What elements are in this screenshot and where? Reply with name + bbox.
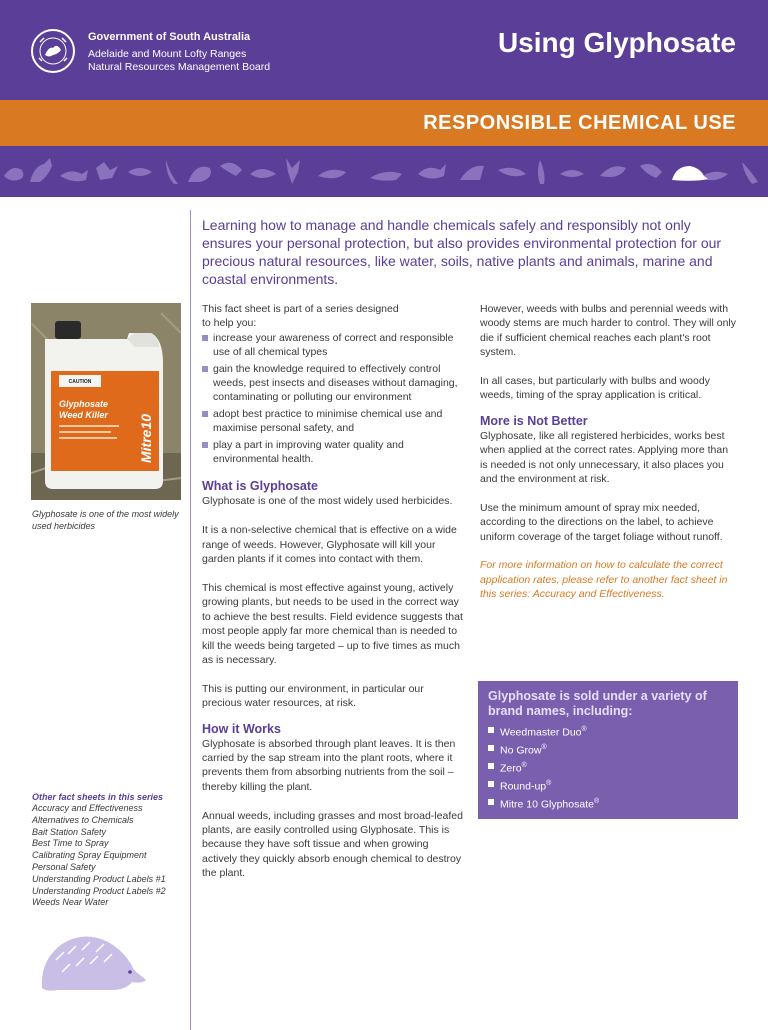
list-item: Calibrating Spray Equipment xyxy=(32,850,147,861)
bottle-label-line2: Weed Killer xyxy=(59,410,108,420)
board-name-line1: Adelaide and Mount Lofty Ranges xyxy=(88,48,247,60)
list-item: Weeds Near Water xyxy=(32,897,109,908)
timing-paragraph: In all cases, but particularly with bulbs and woody weeds, timing of the spray application is critical. xyxy=(480,375,710,402)
what-is-glyphosate-heading: What is Glyphosate xyxy=(202,479,318,494)
series-list-heading: Other fact sheets in this series xyxy=(32,792,164,802)
right-text-column xyxy=(480,302,738,602)
spacer xyxy=(202,509,464,523)
spacer xyxy=(202,468,464,478)
photo-caption: Glyphosate is one of the most widely used herbicides xyxy=(32,509,179,531)
spacer xyxy=(202,794,464,808)
bottle-brand-text: Mitre10 xyxy=(138,413,154,463)
what-paragraph-3: This chemical is most effective against young, actively growing plants, but needs to be used in the correct way to achieve the best results. Field evidence suggests that most people apply far more chemical than is needed to kill the weeds being targeted – up to five times as much as is necessary. xyxy=(202,581,463,666)
spacer xyxy=(480,360,738,374)
series-title: RESPONSIBLE CHEMICAL USE xyxy=(423,112,736,134)
registered-mark: ® xyxy=(581,726,587,733)
list-item: increase your awareness of correct and responsible use of all chemical types xyxy=(202,331,464,360)
registered-mark: ® xyxy=(593,798,600,805)
registered-mark: ® xyxy=(541,744,547,751)
spacer xyxy=(480,403,738,413)
brand-names-box xyxy=(478,681,738,819)
left-text-column xyxy=(202,302,464,881)
intro-paragraph: Learning how to manage and handle chemicals safely and responsibly not only ensures your personal protection, but also provides environmental protection for our precious natural resources, like water, soils, native plants and animals, marine and coastal environments. xyxy=(202,217,722,287)
what-paragraph-1: Glyphosate is one of the most widely used herbicides. xyxy=(202,495,453,508)
list-item: Bait Station Safety xyxy=(32,826,107,837)
list-item xyxy=(488,795,599,813)
list-item: Understanding Product Labels #2 xyxy=(32,885,166,896)
spacer xyxy=(202,566,464,580)
animal-band xyxy=(0,146,768,197)
echidna-icon xyxy=(38,930,150,994)
list-item: Accuracy and Effectiveness xyxy=(32,803,143,813)
how-it-works-heading: How it Works xyxy=(202,721,281,736)
list-item xyxy=(488,759,599,777)
glyphosate-bottle-photo xyxy=(31,303,181,500)
bottle-caution-text: CAUTION xyxy=(68,379,92,385)
list-item: adopt best practice to minimise chemical use and maximise personal safety, and xyxy=(202,407,464,436)
board-name xyxy=(88,48,270,73)
list-item: Alternatives to Chemicals xyxy=(32,814,134,825)
brand-name: Zero xyxy=(500,762,522,775)
spacer xyxy=(202,711,464,721)
list-item: Best Time to Spray xyxy=(32,838,109,849)
page-title: Using Glyphosate xyxy=(497,27,736,58)
list-item: gain the knowledge required to effectively control weeds, pest insects and diseases without damaging, contaminating or polluting our environment xyxy=(202,362,464,405)
list-item xyxy=(488,741,599,759)
list-item xyxy=(488,723,599,741)
brand-name: No Grow xyxy=(500,744,542,757)
purpose-bullet-list xyxy=(202,331,464,467)
registered-mark: ® xyxy=(546,780,552,787)
intro-line2: to help you: xyxy=(202,317,257,330)
list-item: Personal Safety xyxy=(32,861,96,872)
more-paragraph-2: Use the minimum amount of spray mix needed, according to the directions on the label, to achieve uniform coverage of the target foliage without runoff. xyxy=(480,501,723,543)
more-paragraph-1: Glyphosate, like all registered herbicides, works best when applied at the correct rates. Applying more than is needed is not only unnecessary, it also places you and the environment at risk. xyxy=(480,429,729,486)
org-name: Government of South Australia xyxy=(88,31,251,43)
registered-mark: ® xyxy=(521,762,527,769)
intro-line1: This fact sheet is part of a series designed xyxy=(202,303,399,315)
brand-box-heading: Glyphosate is sold under a variety of brand names, including: xyxy=(488,689,707,718)
fact-sheet-list xyxy=(32,803,166,909)
what-paragraph-4: This is putting our environment, in particular our precious water resources, at risk. xyxy=(202,682,424,710)
native-animals-pattern-icon xyxy=(0,146,768,197)
brand-name: Round-up xyxy=(500,780,547,793)
more-is-not-better-heading: More is Not Better xyxy=(480,413,588,428)
what-paragraph-2: It is a non-selective chemical that is effective on a wide range of weeds. However, Glyphosate will kill your garden plants if it comes into contact with them. xyxy=(202,524,457,566)
brand-name: Weedmaster Duo xyxy=(500,726,582,739)
board-name-line2: Natural Resources Management Board xyxy=(88,60,271,73)
more-info-note: For more information on how to calculate the correct application rates, please refer to another fact sheet in this series: Accuracy and Effectiveness. xyxy=(480,559,728,601)
brand-list xyxy=(488,723,599,813)
spacer xyxy=(202,667,464,681)
list-item: Understanding Product Labels #1 xyxy=(32,873,166,884)
bulbs-paragraph: However, weeds with bulbs and perennial weeds with woody stems are much harder to control. They will only die if sufficient chemical reaches each plant's root system. xyxy=(480,303,736,359)
how-paragraph-1: Glyphosate is absorbed through plant leaves. It is then carried by the sap stream into the plant roots, where it prevents them from absorbing nutrients from the soil – thereby killing the plant. xyxy=(202,737,456,793)
south-australia-crest-icon xyxy=(30,28,76,74)
bottle-label-line1: Glyphosate xyxy=(59,399,109,409)
spacer xyxy=(480,486,738,500)
how-paragraph-2: Annual weeds, including grasses and most broad-leafed plants, are easily controlled using Glyphosate. This is because they have soft tissue and when growing actively they quickly absorb enough chemical to destroy the plant. xyxy=(202,809,463,880)
brand-name: Mitre 10 Glyphosate xyxy=(500,798,594,811)
list-item: play a part in improving water quality and environmental health. xyxy=(202,438,464,467)
column-divider xyxy=(190,210,191,1030)
spacer xyxy=(480,544,738,558)
list-item xyxy=(488,777,599,795)
